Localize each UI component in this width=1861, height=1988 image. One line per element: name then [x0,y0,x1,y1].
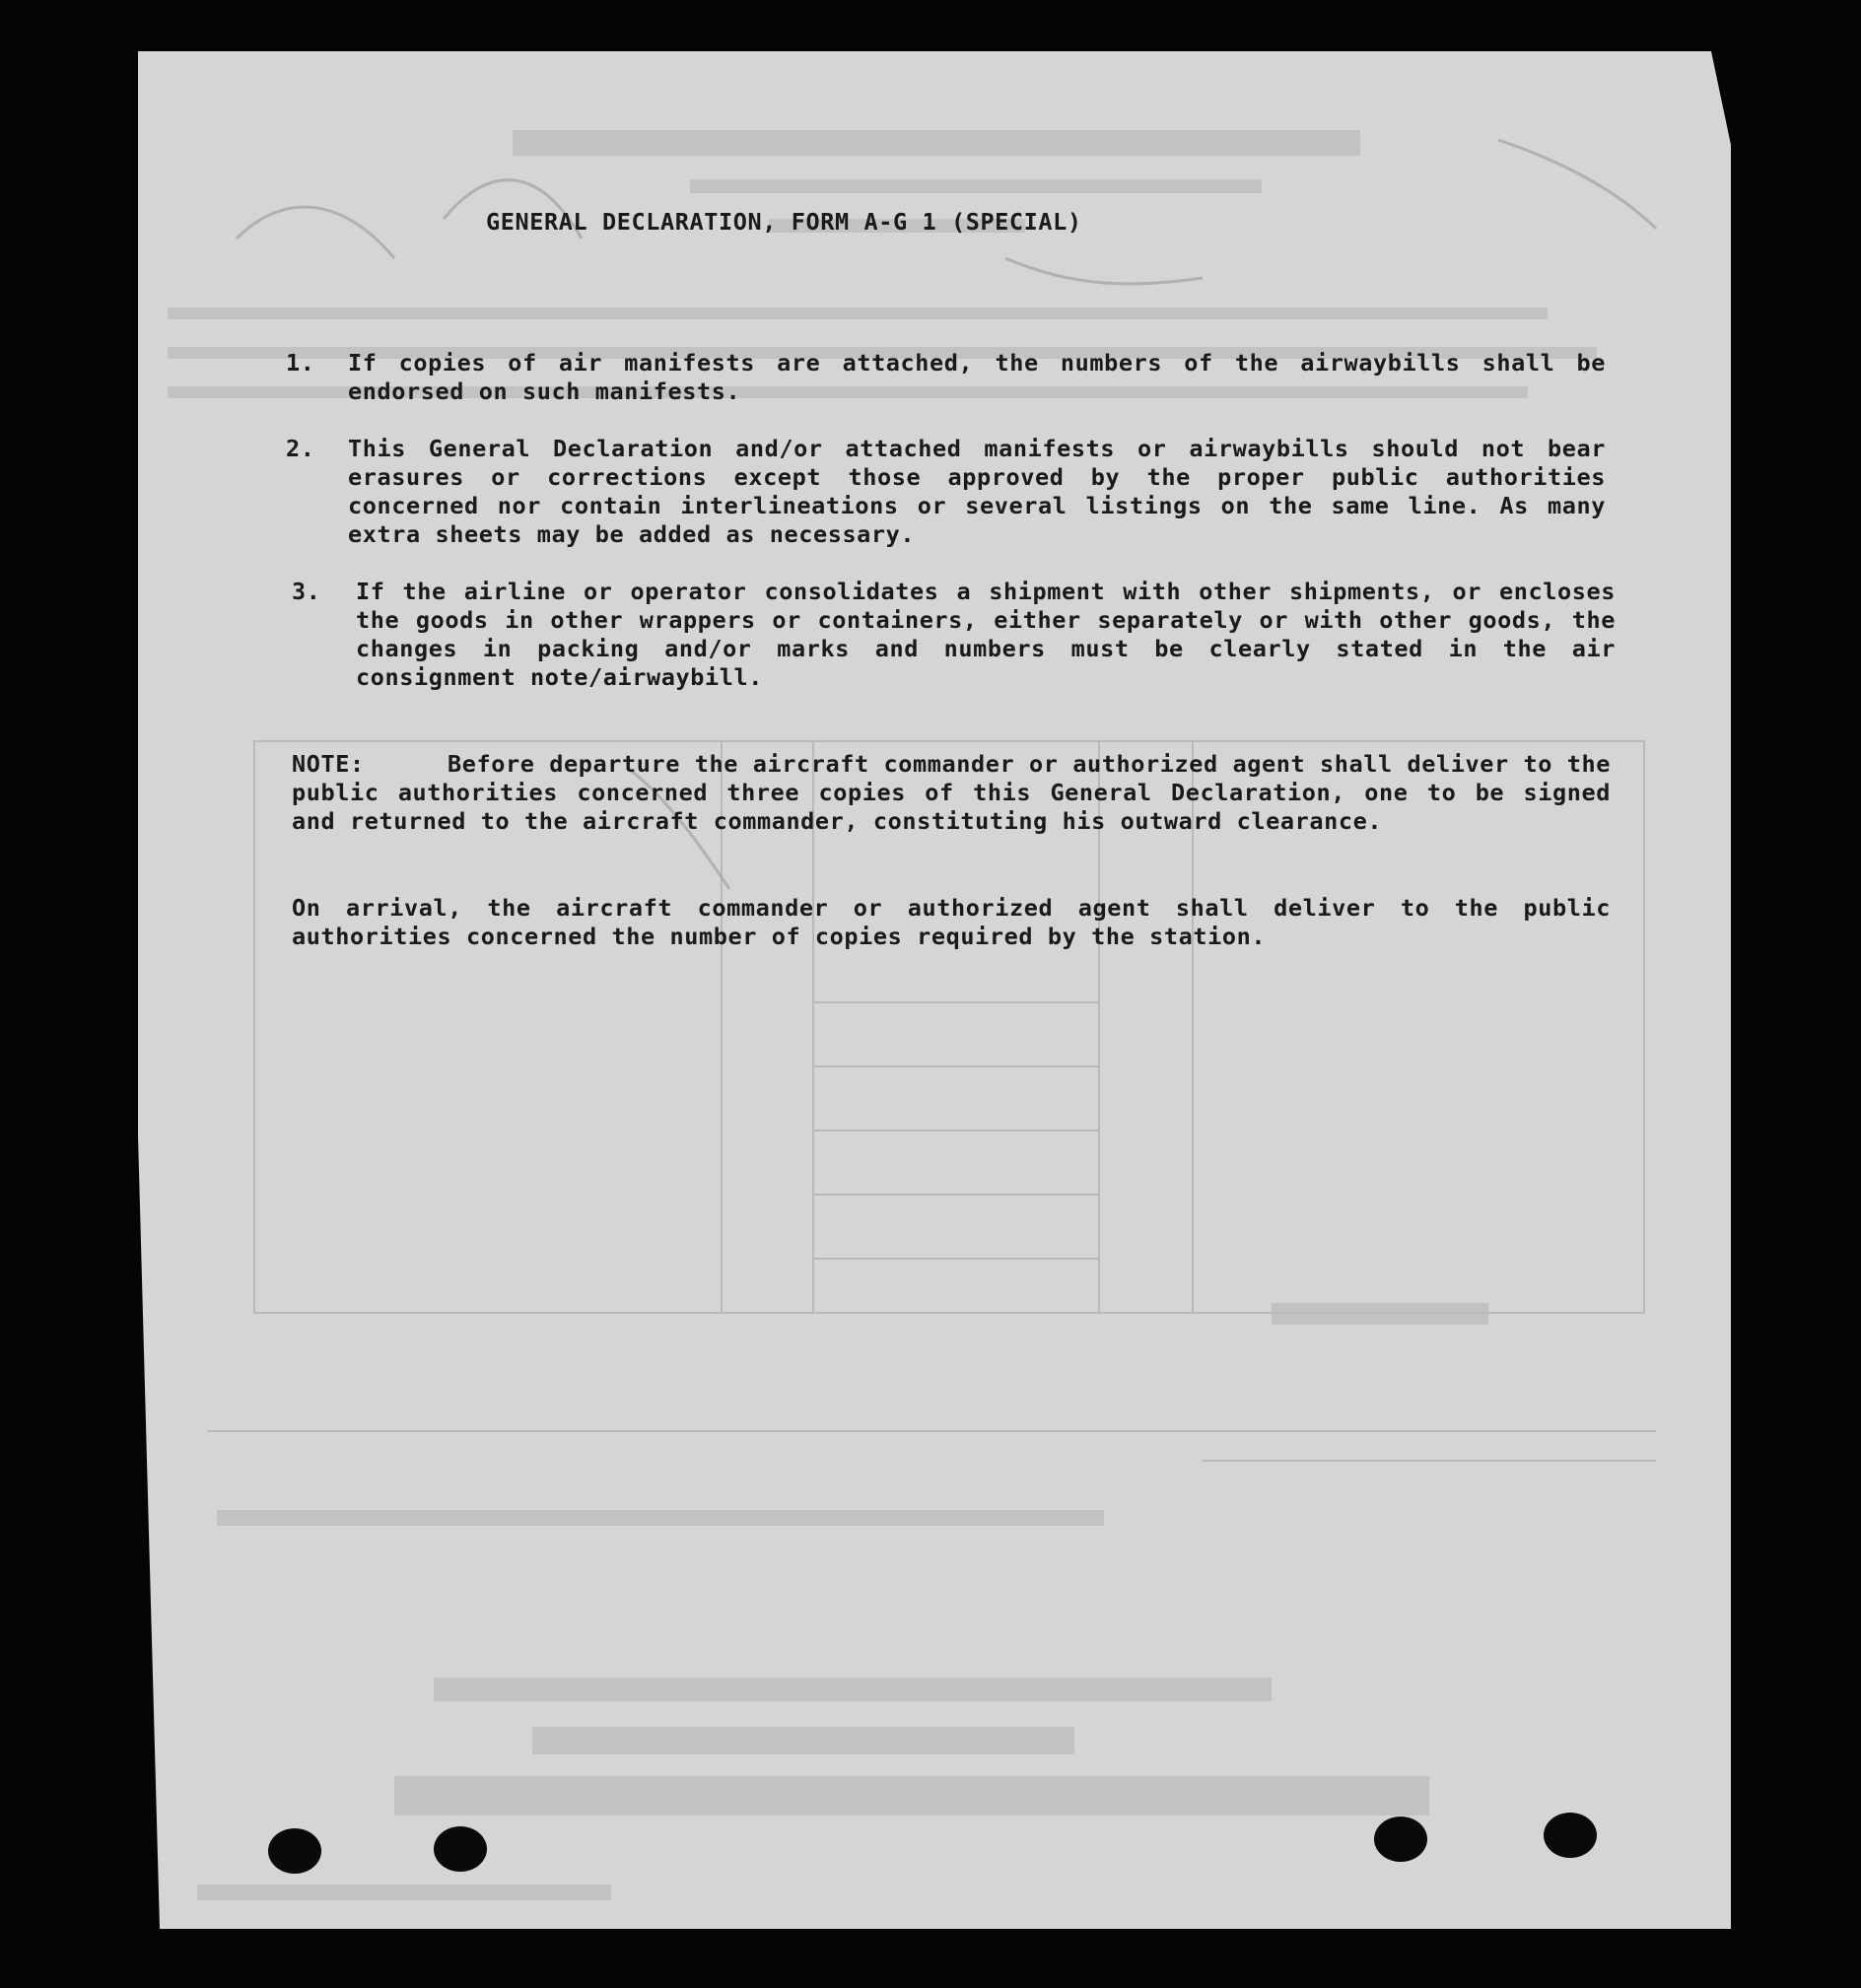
punch-hole [1544,1813,1597,1858]
note-text: Before departure the aircraft commander or authorized agent shall deliver to the public authorities concerned three copies of this General Declaration, one to be signed and returned to the aircraft commander, constituting his outward clearance. [292,750,1611,835]
punch-hole [268,1828,321,1874]
item-1-text: If copies of air manifests are attached, the numbers of the airwaybills shall be endorsed on such manifests. [348,349,1606,405]
item-3-number: 3. [292,578,321,605]
punch-hole [1374,1817,1427,1862]
bleed-through-marks [138,51,1731,1929]
note-label: NOTE: [292,750,365,778]
item-1-number: 1. [286,349,315,377]
punch-hole [434,1826,487,1872]
document-title: GENERAL DECLARATION, FORM A-G 1 (SPECIAL) [486,208,1082,236]
item-3-text: If the airline or operator consolidates a shipment with other shipments, or encloses the goods in other wrappers or containers, either separately or with other goods, the changes in packing and/or marks and numbers must be clearly stated in the air consignment note/airwaybill. [356,578,1616,691]
item-2-text: This General Declaration and/or attached manifests or airwaybills should not bear erasures or corrections except those approved by the proper public authorities concerned nor contain interlineations or several listings on the same line. As many extra sheets may be added as necessary. [348,435,1606,548]
arrival-text: On arrival, the aircraft commander or authorized agent shall deliver to the public authorities concerned the number of copies required by the station. [292,894,1611,950]
item-2-number: 2. [286,435,315,462]
document-page [138,51,1731,1929]
